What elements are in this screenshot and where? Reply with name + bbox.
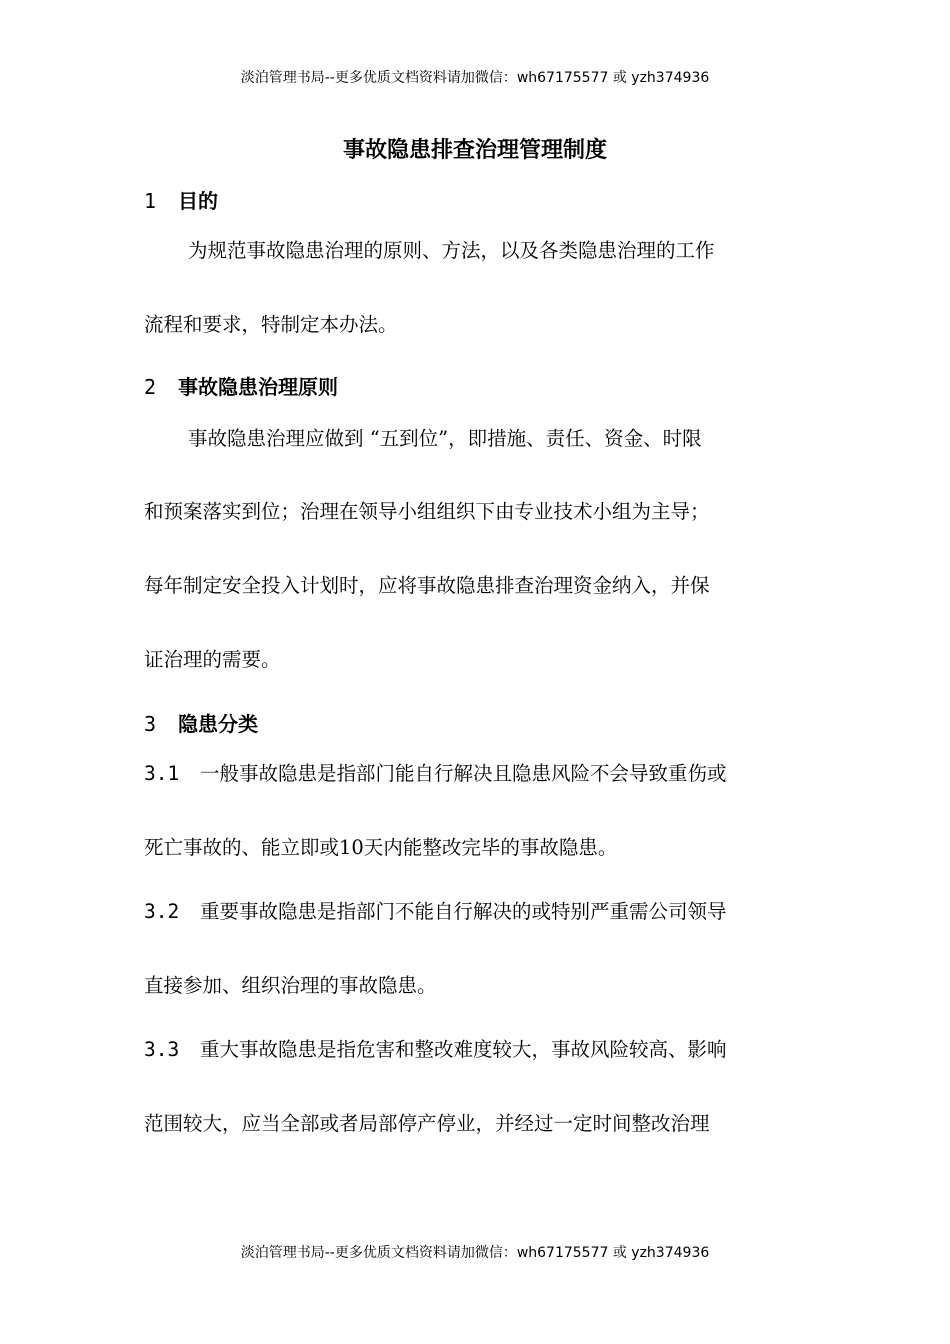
item-number: 3.3 <box>144 1038 180 1061</box>
paragraph-line: 流程和要求，特制定本办法。 <box>144 313 398 336</box>
list-item-line: 死亡事故的、能立即或10天内能整改完毕的事故隐患。 <box>144 836 618 859</box>
paragraph-line: 证治理的需要。 <box>144 648 281 671</box>
list-item-line: 范围较大，应当全部或者局部停产停业，并经过一定时间整改治理 <box>144 1112 710 1135</box>
section-title: 事故隐患治理原则 <box>178 375 338 399</box>
paragraph-line: 和预案落实到位；治理在领导小组组织下由专业技术小组为主导； <box>144 500 710 523</box>
list-item-line <box>144 759 806 789</box>
paragraph-line: 事故隐患治理应做到 “五到位”，即措施、责任、资金、时限 <box>188 427 702 450</box>
section-title: 目的 <box>178 189 218 213</box>
document-title: 事故隐患排查治理管理制度 <box>342 138 607 163</box>
section-2-heading <box>144 372 338 402</box>
section-number: 2 <box>144 375 157 399</box>
list-item-line <box>144 897 806 927</box>
item-text: 一般事故隐患是指部门能自行解决且隐患风险不会导致重伤或 <box>200 762 727 785</box>
list-item-line <box>144 1035 806 1065</box>
section-title: 隐患分类 <box>178 712 258 736</box>
section-number: 3 <box>144 712 157 736</box>
section-3-heading <box>144 709 258 739</box>
item-number: 3.2 <box>144 900 180 923</box>
paragraph-line: 每年制定安全投入计划时，应将事故隐患排查治理资金纳入，并保 <box>144 574 710 597</box>
section-1-heading <box>144 186 218 216</box>
footer-note: 淡泊管理书局--更多优质文档资料请加微信：wh67175577 或 yzh374936 <box>240 1245 710 1261</box>
paragraph-line: 为规范事故隐患治理的原则、方法，以及各类隐患治理的工作 <box>188 239 715 262</box>
header-note: 淡泊管理书局--更多优质文档资料请加微信：wh67175577 或 yzh374936 <box>240 70 710 86</box>
item-number: 3.1 <box>144 762 180 785</box>
item-text: 重要事故隐患是指部门不能自行解决的或特别严重需公司领导 <box>200 900 727 923</box>
list-item-line: 直接参加、组织治理的事故隐患。 <box>144 974 437 997</box>
item-text: 重大事故隐患是指危害和整改难度较大，事故风险较高、影响 <box>200 1038 727 1061</box>
section-number: 1 <box>144 189 157 213</box>
